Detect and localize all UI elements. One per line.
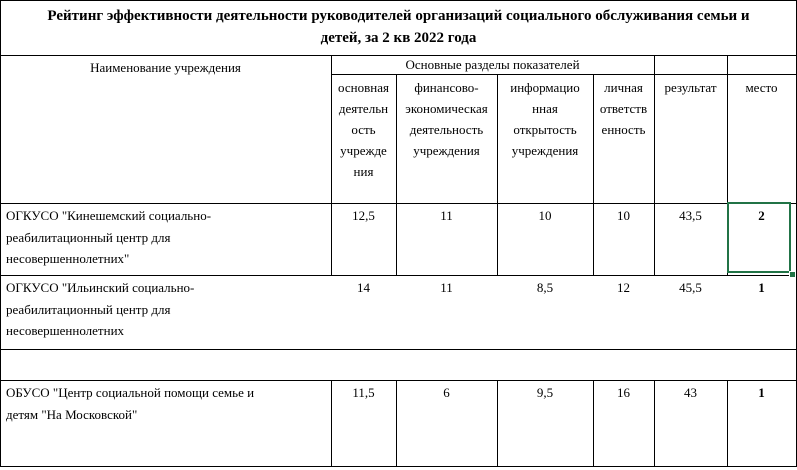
- report-title: [0, 5, 797, 49]
- header-place: место: [745, 80, 778, 95]
- header-name-column: Наименование учреждения: [90, 60, 241, 75]
- report-title-line2: детей, за 2 кв 2022 года: [320, 30, 477, 46]
- grid-line: [0, 380, 797, 381]
- header-result: результат: [664, 80, 717, 95]
- score-finance[interactable]: 11: [440, 208, 453, 223]
- score-result[interactable]: 43: [684, 385, 697, 400]
- header-text-line: учреждения: [511, 143, 579, 158]
- header-text-line: енность: [601, 122, 646, 137]
- score-main-activity[interactable]: 12,5: [352, 208, 375, 223]
- header-text-line: нная: [532, 101, 558, 116]
- score-place[interactable]: 1: [758, 280, 765, 295]
- score-place[interactable]: 1: [758, 385, 765, 400]
- institution-name-line: ОГКУСО "Кинешемский социально-: [6, 208, 212, 223]
- header-text-line: ния: [353, 164, 374, 179]
- grid-line: [0, 0, 797, 1]
- score-finance[interactable]: 6: [443, 385, 450, 400]
- header-text-line: ость: [351, 122, 376, 137]
- header-text-line: учрежде: [340, 143, 387, 158]
- score-personal-responsibility[interactable]: 16: [617, 385, 630, 400]
- header-text-line: основная: [338, 80, 389, 95]
- score-main-activity[interactable]: 11,5: [352, 385, 375, 400]
- score-place[interactable]: 2: [758, 208, 765, 223]
- header-text-line: финансово-: [414, 80, 479, 95]
- score-result[interactable]: 45,5: [679, 280, 702, 295]
- score-finance[interactable]: 11: [440, 280, 453, 295]
- institution-name-line: ОБУСО "Центр социальной помощи семье и: [6, 385, 255, 400]
- institution-name-line: реабилитационный центр для: [6, 229, 171, 245]
- header-text-line: экономическая: [405, 101, 488, 116]
- header-text-line: открытость: [513, 122, 577, 137]
- grid-line: [0, 203, 797, 204]
- institution-name-line: детям "На Московской": [6, 406, 138, 422]
- score-personal-responsibility[interactable]: 12: [617, 280, 630, 295]
- header-text-line: личная: [604, 80, 643, 95]
- header-text-line: деятельность: [409, 122, 484, 137]
- score-info-openness[interactable]: 9,5: [536, 385, 554, 400]
- fill-handle[interactable]: [789, 271, 796, 278]
- score-main-activity[interactable]: 14: [357, 280, 370, 295]
- header-text-line: деятельн: [338, 101, 389, 116]
- active-cell-selection[interactable]: [727, 202, 791, 273]
- institution-name: [6, 277, 194, 342]
- institution-name: [6, 382, 254, 425]
- institution-name-line: реабилитационный центр для: [6, 301, 171, 317]
- header-text-line: учреждения: [413, 143, 480, 158]
- grid-line: [0, 466, 797, 467]
- institution-name-line: ОГКУСО "Ильинский социально-: [6, 280, 195, 295]
- report-title-line1: Рейтинг эффективности деятельности руководителей организаций социального обслуживания семьи и: [47, 8, 750, 24]
- institution-name: [6, 205, 211, 270]
- score-info-openness[interactable]: 8,5: [536, 280, 554, 295]
- header-info-openness: [497, 77, 593, 161]
- institution-name-line: несовершеннолетних": [6, 251, 130, 266]
- score-info-openness[interactable]: 10: [538, 208, 552, 223]
- header-text-line: информацио: [510, 80, 580, 95]
- institution-name-line: несовершеннолетних: [6, 323, 125, 338]
- score-result[interactable]: 43,5: [679, 208, 702, 223]
- header-text-line: ответств: [599, 101, 648, 116]
- grid-line: [0, 275, 797, 276]
- grid-line: [0, 349, 797, 350]
- header-finance: [396, 77, 497, 161]
- header-personal-responsibility: [593, 77, 654, 140]
- score-personal-responsibility[interactable]: 10: [617, 208, 630, 223]
- header-group-label: Основные разделы показателей: [405, 57, 580, 72]
- header-main-activity: [331, 77, 396, 182]
